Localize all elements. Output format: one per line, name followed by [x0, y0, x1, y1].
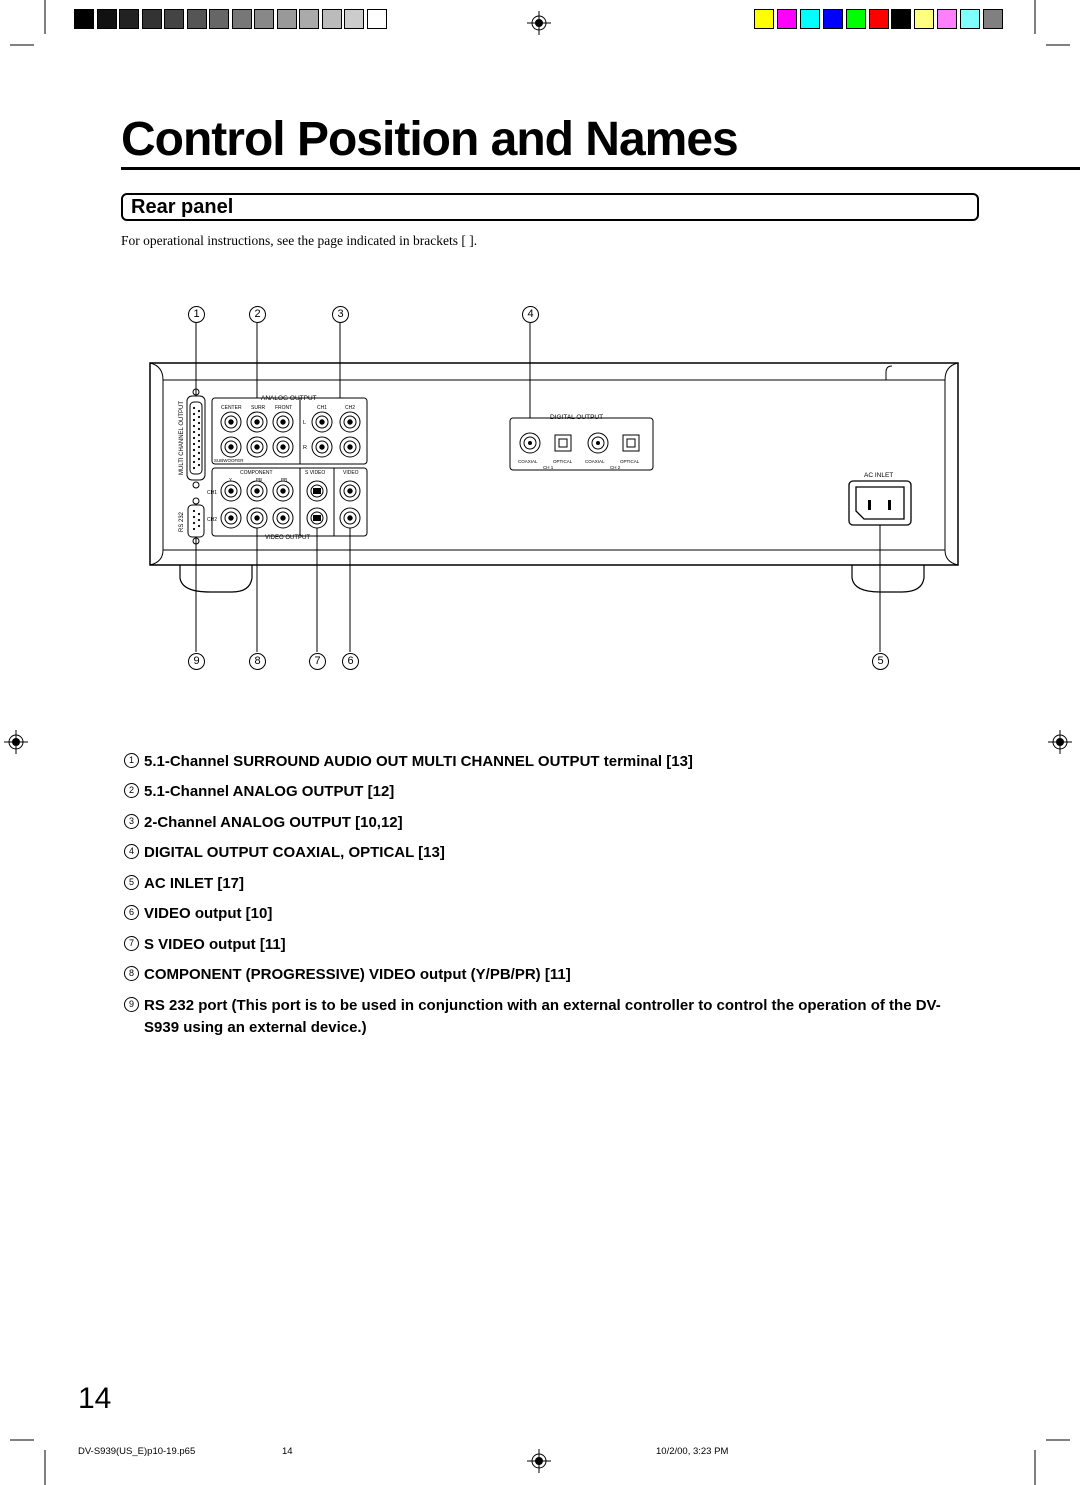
- svg-text:VIDEO: VIDEO: [343, 470, 359, 476]
- registration-mark-icon: [1048, 730, 1072, 754]
- callout-9: 9: [188, 653, 205, 670]
- svg-text:CH1: CH1: [207, 490, 218, 496]
- svg-text:S VIDEO: S VIDEO: [305, 470, 326, 476]
- list-item: 2 5.1-Channel ANALOG OUTPUT [12]: [124, 781, 959, 803]
- rca-jack-icon: [273, 481, 293, 501]
- rca-jack-icon: [273, 412, 293, 432]
- svg-text:COAXIAL: COAXIAL: [585, 459, 605, 464]
- svg-text:CH 2: CH 2: [610, 465, 621, 470]
- intro-text: For operational instructions, see the page indicated in brackets [ ].: [121, 233, 478, 248]
- svg-text:R: R: [303, 445, 307, 451]
- multi-channel-output-label: MULTI CHANNEL OUTPUT: [179, 400, 185, 475]
- svg-text:Y: Y: [229, 477, 233, 482]
- rca-jack-icon: [340, 437, 360, 457]
- svg-text:CH2: CH2: [207, 517, 218, 523]
- svg-text:COAXIAL: COAXIAL: [518, 459, 538, 464]
- rca-jack-icon: [312, 412, 332, 432]
- callout-5: 5: [872, 653, 889, 670]
- list-item: 4 DIGITAL OUTPUT COAXIAL, OPTICAL [13]: [124, 842, 959, 864]
- rca-jack-icon: [340, 481, 360, 501]
- callout-2: 2: [249, 306, 266, 323]
- rca-jack-icon: [340, 508, 360, 528]
- list-item: 6 VIDEO output [10]: [124, 903, 959, 925]
- footer-file: DV-S939(US_E)p10-19.p65: [78, 1446, 196, 1457]
- svg-text:OPTICAL: OPTICAL: [553, 459, 573, 464]
- list-item: 5 AC INLET [17]: [124, 873, 959, 895]
- svg-text:OPTICAL: OPTICAL: [620, 459, 640, 464]
- rca-jack-icon: [221, 508, 241, 528]
- digital-output-label: DIGITAL OUTPUT: [550, 414, 604, 421]
- rca-jack-icon: [221, 437, 241, 457]
- svg-text:SUBWOOFER: SUBWOOFER: [214, 458, 244, 463]
- callout-3: 3: [332, 306, 349, 323]
- ac-inlet-label: AC INLET: [864, 472, 894, 479]
- svg-text:PB: PB: [256, 477, 263, 482]
- list-item: 7 S VIDEO output [11]: [124, 934, 959, 956]
- page-number: 14: [78, 1382, 112, 1415]
- svg-text:PR: PR: [281, 477, 288, 482]
- svg-text:CENTER: CENTER: [221, 405, 242, 411]
- registration-mark-icon: [527, 1449, 551, 1473]
- list-item: 1 5.1-Channel SURROUND AUDIO OUT MULTI CHANNEL OUTPUT terminal [13]: [124, 751, 959, 773]
- callout-1: 1: [188, 306, 205, 323]
- rs232-label: RS 232: [179, 511, 185, 532]
- svg-text:SURR: SURR: [251, 405, 266, 411]
- svg-text:CH 1: CH 1: [543, 465, 554, 470]
- svg-text:L: L: [303, 420, 307, 426]
- rca-jack-icon: [273, 508, 293, 528]
- rca-jack-icon: [273, 437, 293, 457]
- registration-mark-icon: [4, 730, 28, 754]
- rca-jack-icon: [247, 437, 267, 457]
- rear-panel-figure: [0, 0, 1080, 700]
- callout-4: 4: [522, 306, 539, 323]
- callout-8: 8: [249, 653, 266, 670]
- footer-page: 14: [282, 1446, 293, 1457]
- rca-jack-icon: [247, 481, 267, 501]
- rca-jack-icon: [312, 437, 332, 457]
- rca-jack-icon: [247, 412, 267, 432]
- rca-jack-icon: [247, 508, 267, 528]
- callout-7: 7: [309, 653, 326, 670]
- page-title: Control Position and Names: [121, 113, 738, 166]
- svg-text:FRONT: FRONT: [275, 405, 293, 411]
- callout-6: 6: [342, 653, 359, 670]
- list-item: 9 RS 232 port (This port is to be used in conjunction with an external controller to control the operation of the DV-S939 using an external device.): [124, 995, 959, 1039]
- svg-text:CH2: CH2: [345, 405, 356, 411]
- list-item: 8 COMPONENT (PROGRESSIVE) VIDEO output (Y/PB/PR) [11]: [124, 964, 959, 986]
- rca-jack-icon: [221, 481, 241, 501]
- video-output-label: VIDEO OUTPUT: [265, 535, 311, 541]
- section-title: Rear panel: [131, 196, 234, 218]
- footer-date: 10/2/00, 3:23 PM: [656, 1446, 729, 1457]
- list-item: 3 2-Channel ANALOG OUTPUT [10,12]: [124, 812, 959, 834]
- rca-jack-icon: [221, 412, 241, 432]
- analog-output-label: ANALOG OUTPUT: [261, 395, 317, 402]
- svg-text:COMPONENT: COMPONENT: [240, 470, 273, 476]
- svg-text:CH1: CH1: [317, 405, 328, 411]
- rca-jack-icon: [340, 412, 360, 432]
